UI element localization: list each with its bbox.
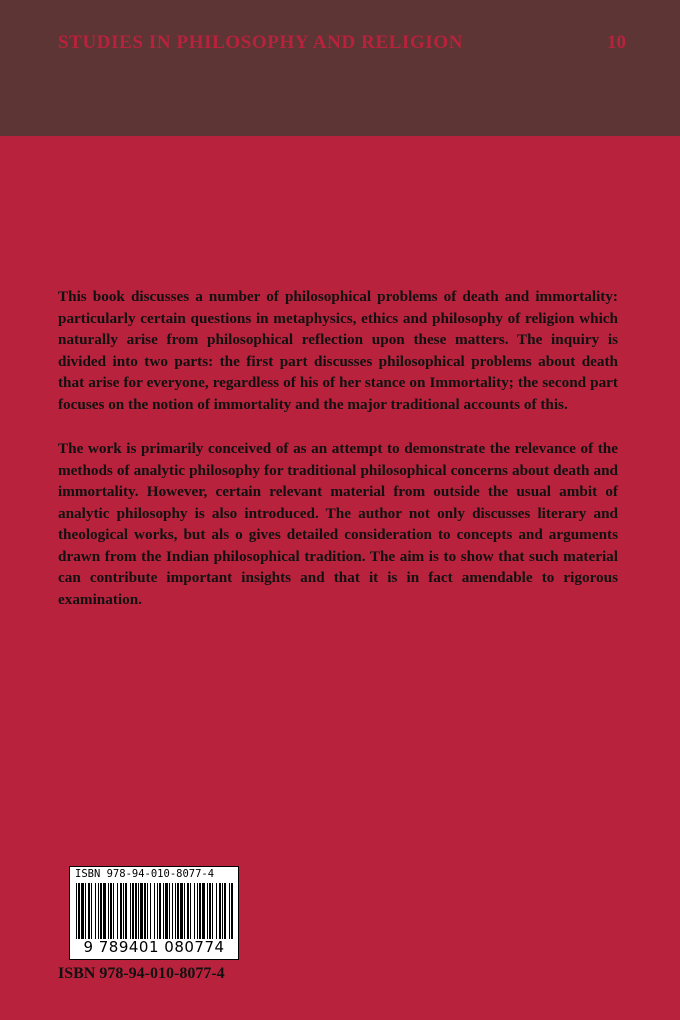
barcode-bar	[157, 883, 158, 939]
barcode-bar	[154, 883, 155, 939]
barcode-bar	[184, 883, 185, 939]
barcode-bar	[197, 883, 198, 939]
series-number: 10	[607, 32, 626, 53]
barcode-bar	[212, 883, 213, 939]
barcode-bar	[76, 883, 77, 939]
barcode-bar	[224, 883, 226, 939]
barcode-bar	[120, 883, 122, 939]
barcode-bar	[177, 883, 179, 939]
series-header-band	[0, 0, 680, 136]
barcode-isbn-label: ISBN 978-94-010-8077-4	[75, 868, 215, 880]
barcode-bar	[85, 883, 86, 939]
barcode-bar	[117, 883, 118, 939]
barcode-bar	[91, 883, 92, 939]
barcode-bar	[108, 883, 109, 939]
barcode-bar	[144, 883, 146, 939]
barcode-bar	[113, 883, 114, 939]
barcode-bar	[130, 883, 131, 939]
barcode-bar	[78, 883, 80, 939]
barcode-bar	[81, 883, 84, 939]
barcode	[69, 866, 239, 960]
barcode-bar	[219, 883, 221, 939]
barcode-bar	[231, 883, 233, 939]
blurb-paragraph-1: This book discusses a number of philosophical problems of death and immortality: particularly certain questions in metaphysics, ethics and philosophy of religion which naturally arise from philosophical reflection upon these matters. The inquiry is divided into two parts: the first part discusses philosophical problems about death that arise for everyone, regardless of his of her stance on Immortality; the second part focuses on the notion of immortality and the major traditional accounts of this.	[58, 288, 618, 413]
barcode-bar	[88, 883, 90, 939]
barcode-bar	[169, 883, 170, 939]
barcode-bar	[95, 883, 96, 939]
barcode-bar	[98, 883, 99, 939]
barcode-bar	[135, 883, 137, 939]
barcode-bar	[150, 883, 151, 939]
barcode-bar	[100, 883, 102, 939]
barcode-bar	[216, 883, 217, 939]
barcode-bar	[209, 883, 211, 939]
barcode-bar	[180, 883, 183, 939]
barcode-bar	[194, 883, 195, 939]
barcode-bar	[132, 883, 134, 939]
series-title: STUDIES IN PHILOSOPHY AND RELIGION	[58, 32, 464, 53]
barcode-bar	[207, 883, 208, 939]
barcode-bar	[110, 883, 112, 939]
barcode-bar	[163, 883, 164, 939]
blurb-paragraph-2: The work is primarily conceived of as an attempt to demonstrate the relevance of the methods of analytic philosophy for traditional philosophical concerns about death and immortality. However, certain relevant material from outside the usual ambit of analytic philosophy is also introduced. The author not only discusses literary and theological works, but als o gives detailed consideration to concepts and arguments drawn from the Indian philosophical tradition. The aim is to show that such material can contribute important insights and that it is in fact amendable to rigorous examination.	[58, 440, 618, 608]
barcode-bar	[123, 883, 124, 939]
barcode-bar	[125, 883, 127, 939]
barcode-bar	[159, 883, 161, 939]
isbn-footer: ISBN 978-94-010-8077-4	[58, 965, 225, 982]
barcode-bars	[74, 883, 234, 939]
barcode-bar	[147, 883, 148, 939]
barcode-bar	[190, 883, 191, 939]
barcode-bar	[202, 883, 205, 939]
barcode-bar	[175, 883, 176, 939]
barcode-digits: 9 789401 080774	[83, 938, 225, 956]
barcode-bar	[199, 883, 201, 939]
barcode-bar	[187, 883, 189, 939]
barcode-bar	[222, 883, 223, 939]
barcode-bar	[165, 883, 168, 939]
barcode-bar	[103, 883, 106, 939]
barcode-bar	[140, 883, 143, 939]
barcode-bar	[229, 883, 230, 939]
barcode-bar	[138, 883, 139, 939]
barcode-bar	[172, 883, 173, 939]
